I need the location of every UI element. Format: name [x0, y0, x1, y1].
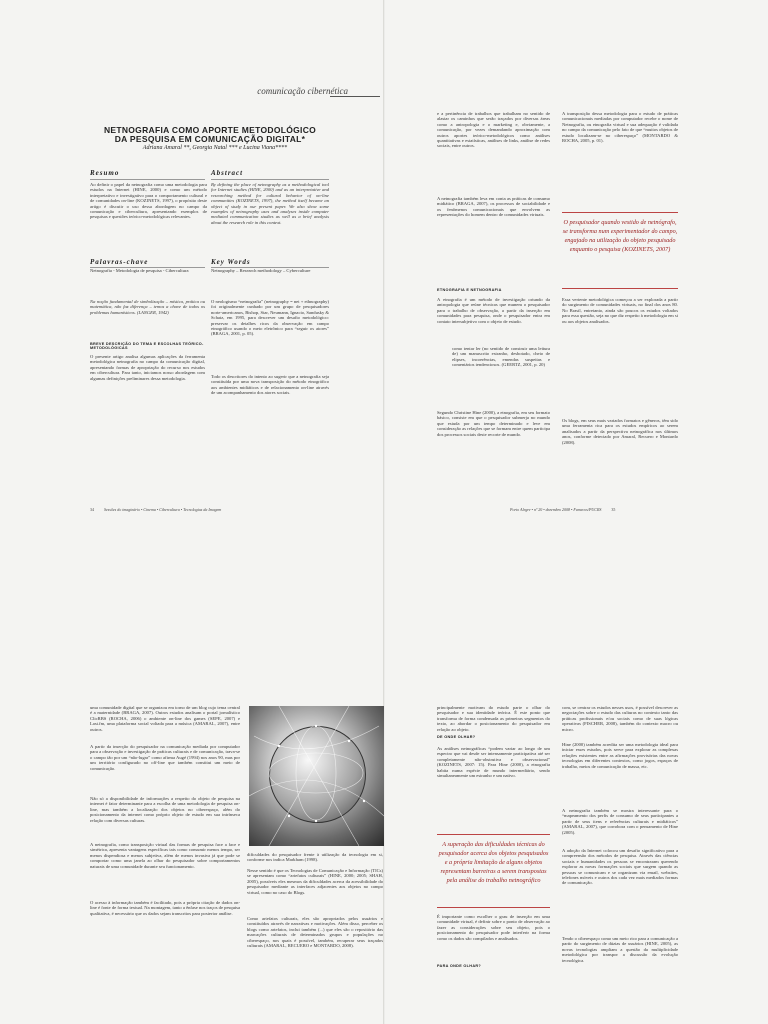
col2-paragraph-2: Todo os descritores do intento ao sugerir que a netnografia seja constituída por uma nova transposição do método etnográfico aos ambientes midiáticos e de relacionamento on-line através de um acompanhamento dos atores sociais. — [211, 374, 329, 396]
bottom-col1-paragraph-3: Não só a disponibilidade de informações a respeito do objeto de pesquisa na internet é fator determinante para a escolha de uma metodologia de pesquisa on-line, mas também a localização dos objetos no ciberespaço, além do posicionamento da internet como próprio objeto de estudo em sua intrínseca relação com diversas culturas. — [90, 796, 240, 823]
bottom-col2-paragraph-2: Nesse sentido é que os Tecnologias de Comunicação e Informação (TICs) se apresentam como “artefatos culturais” (HINE, 2000; 2005; SHAH, 2005), possíveis eles mesmos da dificuldades acerca da acessibilidade do pesquisador mediante as interfaces adjacentes aos objetos no campo virtual, como no caso do Blogs. — [247, 868, 383, 895]
bottom-col4-paragraph-2: Hine (2000) também acredita ser uma metodologia ideal para iniciar esses estudos, pois serve para explorar as complexas relações existentes entre as afirmações provisórias das novas tecnologias em diferentes contextos, como jogos, espaços de trabalho, meios de comunicação de massa, etc. — [562, 742, 678, 769]
bottom-col3-paragraph-2: As análises netnográficas “podem variar ao longo de um espectro que vai desde ser intensamente participativa até ser completamente não-obstrutiva e observacional” (KOZINETS, 2007: 15). Para Hine (2000), a etnografia habita numa espécie de mundo intermediário, sendo simultaneamente um estranho e um nativo. — [437, 746, 550, 779]
keywords-heading: Key Words — [211, 258, 251, 266]
bottom-col1-paragraph-5: O acesso à informação também é facilitado, pois a própria citação de dados on-line é fonte de forma textual. Na montagem, tanto a ênfase nos traços de pesquisa qualitativa, é necessário que os dados sejam transcritos para posterior análise. — [90, 900, 240, 916]
col3-paragraph-3: A etnografia é um método de investigação oriundo da antropologia que reúne técnicas que munem o pesquisador para o trabalho de observação, a partir da inserção em comunidades para pesquisa, onde o pesquisador entra em contato intersubjetivo com o objeto de estudo. — [437, 297, 550, 324]
pull-quote-2-top-rule — [437, 834, 550, 835]
abstract-rule — [211, 179, 329, 180]
bottom-col2-paragraph-1: dificuldades do pesquisador frente à utilização da tecnologia em si, conforme nos indica Markham (1998). — [247, 852, 383, 863]
resumo-text: Ao definir o papel da netnografia como uma metodologia para estudos na Internet (HINE, 2000) e como um método interpretativo e investigativo para o comportamento cultural e de comunidades on-line (KOZINETS, 1997), o propósito deste artigo é discutir o uso dessa abordagem no campo da comunicação e cibercultura, apresentando exemplos de pesquisas e questões teórico-metodológicas relevantes. — [90, 182, 207, 220]
bottom-col4-paragraph-4: A adoção da Internet colocou um desafio significativo para a compreensão dos métodos de pesquisa. Através das ciências sociais e humanidades os pessoas se encontraram querendo explorar as novas formações sociais que surgem quando as pessoas se comunicam e se organizam via email, websites, telefones móveis e outros dos cada vez mais mediados formas de comunicação. — [562, 848, 678, 886]
running-head: comunicação cibernética — [257, 86, 348, 96]
gutter — [383, 0, 385, 512]
pull-quote-2: A superação das dificuldades técnicas do pesquisador acerca dos objetos pesquisados e a própria limitação de alguns objetos representam barreiras a serem transpostas pela análise do trabalho netnográfico — [438, 841, 549, 884]
bottom-col1-paragraph-2: A partir da inserção do pesquisador na comunicação mediada por computador para a observação e investigação de práticas culturais e de comunicação, trava-se o campo tão por um “não-lugar” como afirma Augé (1994) nos anos 90, mas por um território configurado no off-line que também constitui um meio de comunicação. — [90, 744, 240, 771]
section3-heading: DE ONDE OLHAR? — [437, 735, 476, 739]
section4-heading: PARA ONDE OLHAR? — [437, 964, 482, 968]
section2-heading: ETNOGRAFIA E NETNOGRAFIA — [437, 288, 502, 292]
epigraph: Na noção fundamental de simbolização – mística, prática ou matemática, não faz diferença – temos a chave de todos os problemas humanísticos. (LANGER, 1942) — [90, 299, 205, 315]
col4-paragraph-1: A transposição dessa metodologia para o estudo de práticas comunicacionais mediadas por computador recebe o nome de Netnografia, ou etnografia virtual e sua adequação é validada no campo da comunicação pelo fato de que “muitos objetos de estudo localizam-se no ciberespaço” (MONTARDO & ROCHA, 2005, p. 01). — [562, 111, 678, 144]
bottom-col3-paragraph-1: principalmente motivam do estudo parte o olhar do pesquisador e sua identidade teórica. É este ponto que transforma de forma condensada as primeiras segmentos do texto, ao abordar o posicionamento do pesquisador em relação ao objeto. — [437, 705, 550, 732]
pull-quote-1-bottom-rule — [562, 288, 678, 289]
pull-quote-2-bottom-rule — [437, 907, 550, 908]
globe-network-image — [249, 706, 384, 846]
bottom-col1-paragraph-4: A netnografia, como transposição virtual das formas de pesquisa face a face e simétrica, apresenta vantagens específicas tais como consumir menos tempo, ser menos dispendiosa e menos subjetiva, além de menos invasiva já que pode se comportar como uma janela ao olhar do pesquisador sobre comportamentos naturais de uma comunidade durante seu funcionamento. — [90, 842, 240, 869]
col3-paragraph-2: A netnografia também leva em conta as práticas de consumo midiático (BRAGA, 2007), os processos de sociabilidade e os fenômenos comunicacionais que envolvem as representações do homem dentro de comunidades virtuais. — [437, 196, 550, 218]
col3-paragraph-1: e a pertinência de trabalhos que trabalham no sentido de alastar os caminhos que serão traçados por diversas áreas como a antropologia e o marketing e, obviamente, a comunicação, por vezes demandando aproximação com outros aportes teórico-metodológicos como análises quantitativas e estatísticas, análises de links, análise de redes sociais, entre outros. — [437, 111, 550, 149]
keywords-text: Netnography – Research methodology – Cyberculture — [211, 268, 311, 273]
article-authors: Adriana Amaral **, Georgia Natal *** e Lucina Viana**** — [142, 145, 288, 151]
palavras-heading: Palavras-chave — [90, 258, 149, 266]
abstract-heading: Abstract — [211, 169, 244, 177]
col3-paragraph-4: Segundo Christine Hine (2000), a etnografia, em seu formato básico, consiste em que o pesquisador submerja no mundo que estuda por um tempo determinado e leve em consideração as relações que se formam entre quem participa dos processos sociais deste recorte de mundo. — [437, 410, 550, 437]
resumo-rule — [90, 179, 205, 180]
bottom-col4-paragraph-3: A netnografia também se mostra interessante para o “mapeamento dos perfis de consumo de seus participantes a partir de seus itens e referências culturais e midiáticos” (AMARAL, 2007), que corrobora com o pensamento de Hine (2005). — [562, 808, 678, 835]
bottom-col3-paragraph-3: É importante como escolher o grau de inserção em uma comunidade virtual, é definir sobre o ponto de observação ao fazer as considerações sobre seu objeto, pois o posicionamento do pesquisador pode interferir na forma como os dados são compilados e analisados. — [437, 914, 550, 941]
col2-paragraph-1: O neologismo “netnografia” (netnography = net + ethnography) foi originalmente cunhado por um grupo de pesquisadores norte-americanos, Bishop, Star, Neumann, Ignacio, Sandusky & Schatz, em 1995, para descrever um desafio metodológico: preservar os detalhes ricos da observação em campo etnográfico usando o meio eletrônico para “seguir os atores” (BRAGA, 2001, p. 05). — [211, 299, 329, 337]
pull-quote-1-top-rule — [562, 212, 678, 213]
bottom-spread — [0, 512, 768, 1024]
col3-blockquote: como tentar ler (no sentido de construir uma leitura de) um manuscrito estranho, desbotado, cheio de elipses, incoerências, emendas suspeitas e comentários tendenciosos. (GEERTZ, 2001, p. 20) — [452, 346, 550, 368]
bottom-col1-paragraph-1: uma comunidade digital que se organizou em torno de um blog cujo tema central é a maternidade (BRAGA, 2007). Outros estudos analisam o portal jornalístico ClicRBS (ROCHA, 2006) o ambiente on-line dos games (SEPE, 2007) e Last.fm, uma plataforma social voltada para a música (AMARAL, 2007), entre outros. — [90, 705, 240, 732]
running-head-rule — [330, 96, 380, 97]
col4-paragraph-3: Os blogs, em seus mais variados formatos e gêneros, têm sido uma ferramenta rica para os estudos empíricos ao serem analisados a partir da perspectiva netnográfica nos últimos anos, conforme detectado por Amaral, Recuero e Montardo (2008). — [562, 418, 678, 445]
col4-paragraph-2: Essa vertente metodológica começou a ser explorada a partir do surgimento de comunidades virtuais, no final dos anos 80. No Brasil, entretanto, ainda são poucos os estudos voltados para essa questão, seja no que diz respeito à metodologia em si ou aos objetos analisados. — [562, 297, 678, 324]
bottom-col4-paragraph-1: com, se centrar os estudos nesses usos, é possível descrever as negociações sobre o estudo das culturas no contexto tanto das práticas profissionais e/ou sociais como de suas lógicas operativas (FISCHER, 2008), também do contexto macro ou micro. — [562, 705, 678, 732]
footer-right-text: Porto Alegre • nº 20 • dezembro 2008 • Famecos/PUCRS — [510, 507, 602, 512]
section1-heading: BREVE DESCRIÇÃO DO TEMA E ESCOLHAS TEÓRICO-METODOLÓGICAS — [90, 342, 204, 350]
abstract-text: By defining the place of netnography as a methodological tool for Internet studies (HINE, 2000) and as an interpretative and researching method for cultural behavior of on-line communities (KOZINETS, 1997), the method itself became an object of study in our present paper. We also show some examples of netnography uses and analyses inside computer mediated communication studies as well as a brief analysis about the research role in this context. — [211, 182, 329, 225]
resumo-heading: Resumo — [90, 169, 120, 177]
page-number-left: 34 — [90, 507, 94, 512]
page-number-right: 35 — [611, 507, 616, 512]
footer-left-text: Sessões do imaginário • Cinema • Cibercultura • Tecnologias da Imagem — [104, 507, 222, 512]
bottom-col2-paragraph-3: Como artefatos culturais, eles são apropriados pelos usuários e constituídos através de narrativas e motivações. Além disso, perceber os blogs como artefatos, inclui também (...) que eles são o repositório das marcações culturais de determinados grupos e populações no ciberespaço, nos quais é possível, também, recuperar seus traçados culturais (AMARAL, RECUERO e MONTARDO, 2008). — [247, 916, 383, 949]
palavras-text: Netnografia - Metodologia de pesquisa - Cibercultura — [90, 268, 189, 273]
network-lines — [249, 706, 384, 846]
article-title: NETNOGRAFIA COMO APORTE METODOLÓGICO DA PESQUISA EM COMUNICAÇÃO DIGITAL* — [103, 125, 317, 144]
section1-text: O presente artigo analisa algumas aplicações da ferramenta metodológica netnografia no campo da comunicação digital, apresentando formas de apropriação do recurso nos estudos em cibercultura. Para tanto, iniciamos nosso abordagem com algumas definições preliminares dessa metodologia. — [90, 354, 205, 381]
bottom-col4-paragraph-5: Tendo o ciberespaço como um meio rico para a comunicação a partir do surgimento de dúzias de usuários (HINE, 2005), as novas tecnologias ampliam a questão da multiplicidade metodológica por transpor a discussão da evolução tecnológica. — [562, 936, 678, 963]
pull-quote-1: O pesquisador quando vestido de netnógrafo, se transforma num experimentador do campo, engajado na utilização do objeto pesquisado enquanto o pesquisa (KOZINETS, 2007) — [562, 219, 678, 253]
